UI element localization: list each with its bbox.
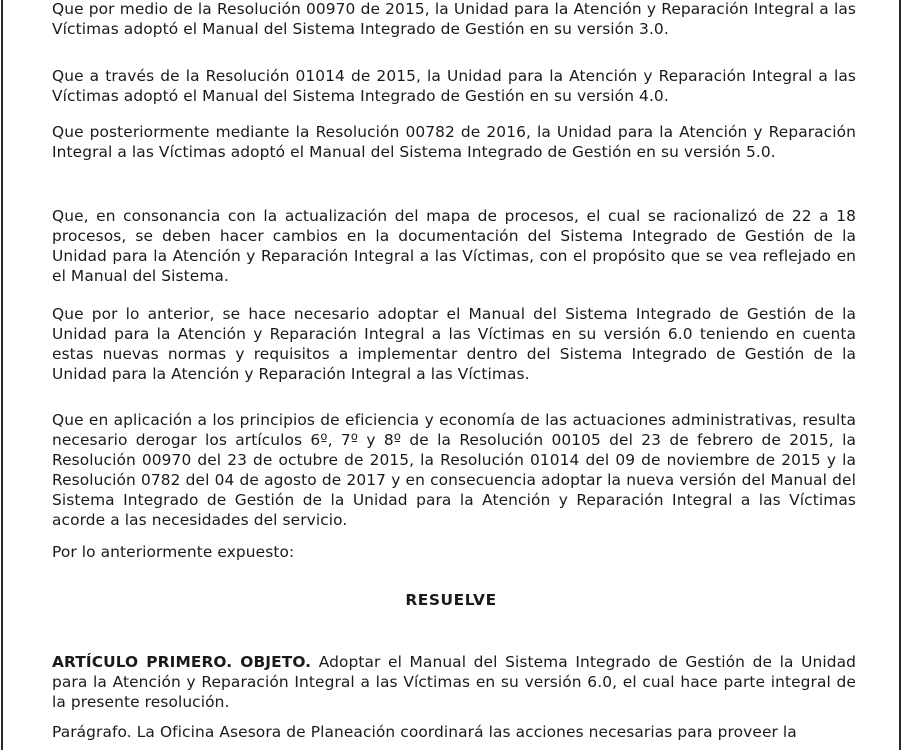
page-border-right	[899, 0, 901, 750]
paragraph-process-map: Que, en consonancia con la actualización del mapa de procesos, el cual se racionalizó de 22 a 18 procesos, se deben hacer cambios en la documentación del Sistema Integrado de Gestión de la Unidad para la Atención y Reparación Integral a las Víctimas, con el propósito que se vea reflejado en el Manual del Sistema.	[52, 207, 856, 285]
paragraph-resolution-00782: Que posteriormente mediante la Resolución 00782 de 2016, la Unidad para la Atención y Reparación Integral a las Víctimas adoptó el Manual del Sistema Integrado de Gestión en su versión 5.0.	[52, 123, 856, 161]
article-text: Adoptar el Manual del Sistema Integrado de Gestión de la Unidad para la Atención y Reparación Integral a las Víctimas en su versión 6.0, el cual hace parte integral de la presente resolución.	[52, 653, 856, 711]
paragrafo: Parágrafo. La Oficina Asesora de Planeación coordinará las acciones necesarias para proveer la	[52, 723, 797, 741]
page-border-left	[1, 0, 3, 750]
paragraph-resolution-01014: Que a través de la Resolución 01014 de 2015, la Unidad para la Atención y Reparación Integral a las Víctimas adoptó el Manual del Sistema Integrado de Gestión en su versión 4.0.	[52, 67, 856, 105]
paragraph-resolution-00970: Que por medio de la Resolución 00970 de 2015, la Unidad para la Atención y Reparación Integral a las Víctimas adoptó el Manual del Sistema Integrado de Gestión en su versión 3.0.	[52, 0, 856, 38]
paragraph-adopt-manual: Que por lo anterior, se hace necesario adoptar el Manual del Sistema Integrado de Gestión de la Unidad para la Atención y Reparación Integral a las Víctimas en su versión 6.0 teniendo en cuenta estas nuevas normas y requisitos a implementar dentro del Sistema Integrado de Gestión de la Unidad para la Atención y Reparación Integral a las Víctimas.	[52, 305, 856, 383]
resuelve-heading: RESUELVE	[405, 591, 497, 609]
article-label: ARTÍCULO PRIMERO. OBJETO.	[52, 653, 312, 671]
paragraph-por-lo-expuesto: Por lo anteriormente expuesto:	[52, 543, 295, 561]
article-primero	[52, 652, 856, 712]
paragraph-derogation: Que en aplicación a los principios de eficiencia y economía de las actuaciones administrativas, resulta necesario derogar los artículos 6º, 7º y 8º de la Resolución 00105 del 23 de febrero de 2015, la Resolución 00970 del 23 de octubre de 2015, la Resolución 01014 del 09 de noviembre de 2015 y la Resolución 0782 del 04 de agosto de 2017 y en consecuencia adoptar la nueva versión del Manual del Sistema Integrado de Gestión de la Unidad para la Atención y Reparación Integral a las Víctimas acorde a las necesidades del servicio.	[52, 411, 856, 529]
